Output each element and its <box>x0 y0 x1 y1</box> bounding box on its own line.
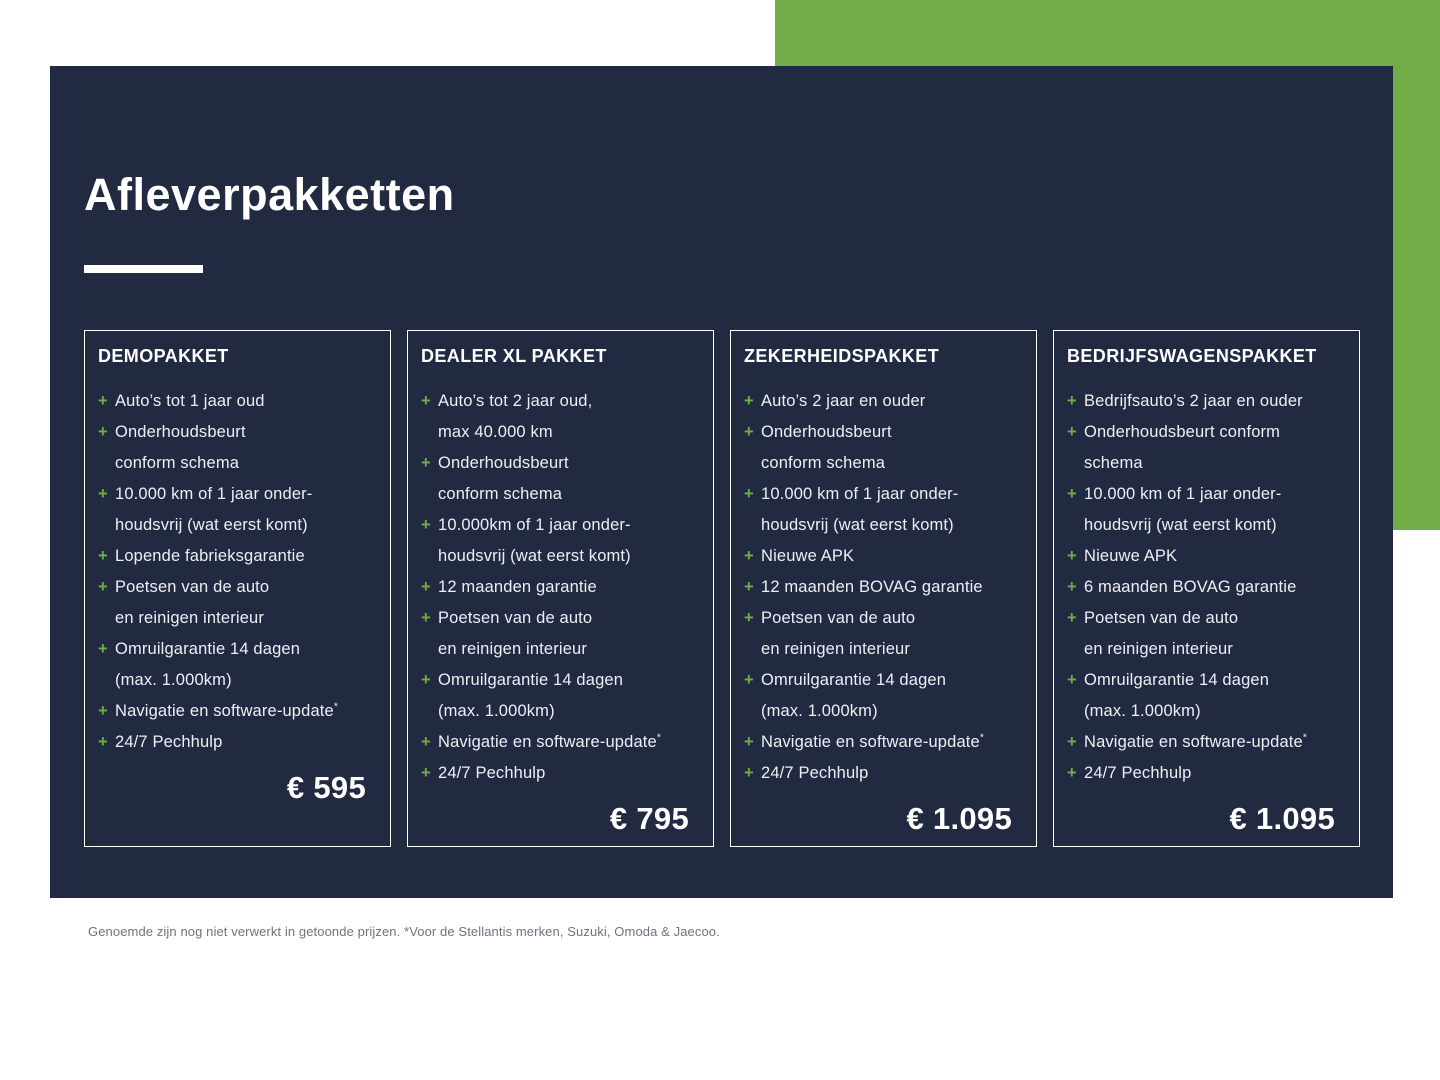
package-price: € 1.095 <box>1229 801 1335 836</box>
feature-item <box>744 417 1023 479</box>
footnote-text: Genoemde zijn nog niet verwerkt in getoonde prijzen. *Voor de Stellantis merken, Suzuki, Omoda & Jaecoo. <box>88 924 720 939</box>
plus-bullet-icon: + <box>744 485 754 503</box>
feature-item <box>1067 541 1346 572</box>
plus-bullet-icon: + <box>98 485 108 503</box>
feature-item <box>744 541 1023 572</box>
plus-bullet-icon: + <box>1067 392 1077 410</box>
package-title: BEDRIJFSWAGENSPAKKET <box>1067 346 1317 366</box>
feature-line: Auto’s 2 jaar en ouder <box>761 392 926 410</box>
feature-item <box>744 386 1023 417</box>
plus-bullet-icon: + <box>1067 609 1077 627</box>
plus-bullet-icon: + <box>98 640 108 658</box>
feature-line: Poetsen van de auto <box>115 578 270 596</box>
plus-bullet-icon: + <box>421 516 431 534</box>
plus-bullet-icon: + <box>421 671 431 689</box>
feature-line: Navigatie en software-update* <box>438 732 661 751</box>
feature-line: Poetsen van de auto <box>438 609 593 627</box>
feature-line: en reinigen interieur <box>1084 640 1233 658</box>
feature-item <box>98 479 377 541</box>
feature-line: (max. 1.000km) <box>1084 702 1201 720</box>
feature-list <box>744 386 1023 789</box>
feature-line: Nieuwe APK <box>761 547 855 565</box>
feature-item <box>421 572 700 603</box>
feature-line: conform schema <box>761 454 886 472</box>
feature-line: Lopende fabrieksgarantie <box>115 547 305 565</box>
plus-bullet-icon: + <box>744 392 754 410</box>
plus-bullet-icon: + <box>98 578 108 596</box>
feature-line: houdsvrij (wat eerst komt) <box>438 547 631 565</box>
feature-line: 10.000 km of 1 jaar onder- <box>761 485 959 503</box>
feature-item <box>1067 572 1346 603</box>
feature-item <box>98 417 377 479</box>
feature-item <box>421 758 700 789</box>
plus-bullet-icon: + <box>1067 578 1077 596</box>
feature-list <box>421 386 700 789</box>
feature-line: en reinigen interieur <box>115 609 264 627</box>
feature-line: Poetsen van de auto <box>761 609 916 627</box>
feature-item <box>421 510 700 572</box>
plus-bullet-icon: + <box>421 733 431 751</box>
feature-item <box>1067 417 1346 479</box>
feature-line: Omruilgarantie 14 dagen <box>761 671 947 689</box>
page-title: Afleverpakketten <box>84 169 455 220</box>
feature-line: 24/7 Pechhulp <box>115 733 223 751</box>
feature-line: en reinigen interieur <box>438 640 587 658</box>
feature-item <box>1067 479 1346 541</box>
feature-line: 12 maanden BOVAG garantie <box>761 578 983 596</box>
plus-bullet-icon: + <box>421 609 431 627</box>
feature-item <box>744 727 1023 758</box>
package-card <box>407 330 714 847</box>
feature-item <box>98 696 377 727</box>
feature-line: (max. 1.000km) <box>438 702 555 720</box>
plus-bullet-icon: + <box>421 454 431 472</box>
feature-line: schema <box>1084 454 1143 472</box>
feature-list <box>98 386 377 758</box>
feature-line: Onderhoudsbeurt <box>438 454 569 472</box>
plus-bullet-icon: + <box>1067 733 1077 751</box>
plus-bullet-icon: + <box>1067 423 1077 441</box>
plus-bullet-icon: + <box>1067 671 1077 689</box>
feature-line: Onderhoudsbeurt <box>761 423 892 441</box>
package-title: DEMOPAKKET <box>98 346 229 366</box>
title-underline-dash <box>84 265 203 273</box>
feature-item <box>1067 603 1346 665</box>
plus-bullet-icon: + <box>98 392 108 410</box>
feature-line: max 40.000 km <box>438 423 553 441</box>
feature-item <box>744 665 1023 727</box>
feature-line: houdsvrij (wat eerst komt) <box>115 516 308 534</box>
feature-item <box>98 541 377 572</box>
plus-bullet-icon: + <box>1067 547 1077 565</box>
plus-bullet-icon: + <box>98 702 108 720</box>
packages-panel <box>50 66 1393 898</box>
package-card <box>84 330 391 847</box>
feature-item <box>744 603 1023 665</box>
plus-bullet-icon: + <box>421 392 431 410</box>
feature-item <box>98 386 377 417</box>
plus-bullet-icon: + <box>98 733 108 751</box>
plus-bullet-icon: + <box>744 764 754 782</box>
feature-line: 12 maanden garantie <box>438 578 597 596</box>
feature-line: Omruilgarantie 14 dagen <box>115 640 301 658</box>
feature-line: 24/7 Pechhulp <box>438 764 546 782</box>
package-card <box>1053 330 1360 847</box>
feature-item <box>421 448 700 510</box>
feature-line: en reinigen interieur <box>761 640 910 658</box>
feature-item <box>744 758 1023 789</box>
package-title: ZEKERHEIDSPAKKET <box>744 346 940 366</box>
feature-item <box>421 665 700 727</box>
feature-line: Auto’s tot 2 jaar oud, <box>438 392 593 410</box>
feature-line: Omruilgarantie 14 dagen <box>438 671 624 689</box>
feature-line: Poetsen van de auto <box>1084 609 1239 627</box>
package-title: DEALER XL PAKKET <box>421 346 607 366</box>
package-price: € 595 <box>286 770 366 805</box>
feature-line: (max. 1.000km) <box>115 671 232 689</box>
feature-line: Nieuwe APK <box>1084 547 1178 565</box>
feature-item <box>421 727 700 758</box>
feature-line: houdsvrij (wat eerst komt) <box>761 516 954 534</box>
feature-line: conform schema <box>438 485 563 503</box>
package-price: € 795 <box>609 801 689 836</box>
feature-item <box>1067 727 1346 758</box>
feature-line: conform schema <box>115 454 240 472</box>
feature-item <box>744 479 1023 541</box>
feature-line: 6 maanden BOVAG garantie <box>1084 578 1297 596</box>
plus-bullet-icon: + <box>98 547 108 565</box>
feature-item <box>744 572 1023 603</box>
feature-line: 10.000km of 1 jaar onder- <box>438 516 631 534</box>
plus-bullet-icon: + <box>98 423 108 441</box>
feature-list <box>1067 386 1346 789</box>
feature-line: Navigatie en software-update* <box>761 732 984 751</box>
plus-bullet-icon: + <box>744 671 754 689</box>
packages-row <box>84 330 1360 847</box>
feature-line: Navigatie en software-update* <box>1084 732 1307 751</box>
plus-bullet-icon: + <box>744 423 754 441</box>
feature-line: houdsvrij (wat eerst komt) <box>1084 516 1277 534</box>
feature-line: 24/7 Pechhulp <box>1084 764 1192 782</box>
plus-bullet-icon: + <box>421 578 431 596</box>
feature-item <box>421 603 700 665</box>
plus-bullet-icon: + <box>1067 485 1077 503</box>
plus-bullet-icon: + <box>421 764 431 782</box>
plus-bullet-icon: + <box>744 609 754 627</box>
feature-item <box>98 634 377 696</box>
plus-bullet-icon: + <box>744 578 754 596</box>
feature-line: 24/7 Pechhulp <box>761 764 869 782</box>
feature-item <box>1067 386 1346 417</box>
feature-item <box>1067 665 1346 727</box>
feature-item <box>1067 758 1346 789</box>
feature-line: Auto’s tot 1 jaar oud <box>115 392 265 410</box>
package-price: € 1.095 <box>906 801 1012 836</box>
feature-line: Bedrijfsauto’s 2 jaar en ouder <box>1084 392 1303 410</box>
feature-line: Omruilgarantie 14 dagen <box>1084 671 1270 689</box>
plus-bullet-icon: + <box>744 733 754 751</box>
feature-line: Onderhoudsbeurt conform <box>1084 423 1281 441</box>
feature-line: Onderhoudsbeurt <box>115 423 246 441</box>
plus-bullet-icon: + <box>1067 764 1077 782</box>
feature-item <box>98 727 377 758</box>
feature-line: (max. 1.000km) <box>761 702 878 720</box>
feature-item <box>98 572 377 634</box>
feature-line: 10.000 km of 1 jaar onder- <box>115 485 313 503</box>
feature-line: 10.000 km of 1 jaar onder- <box>1084 485 1282 503</box>
plus-bullet-icon: + <box>744 547 754 565</box>
package-card <box>730 330 1037 847</box>
feature-line: Navigatie en software-update* <box>115 701 338 720</box>
feature-item <box>421 386 700 448</box>
